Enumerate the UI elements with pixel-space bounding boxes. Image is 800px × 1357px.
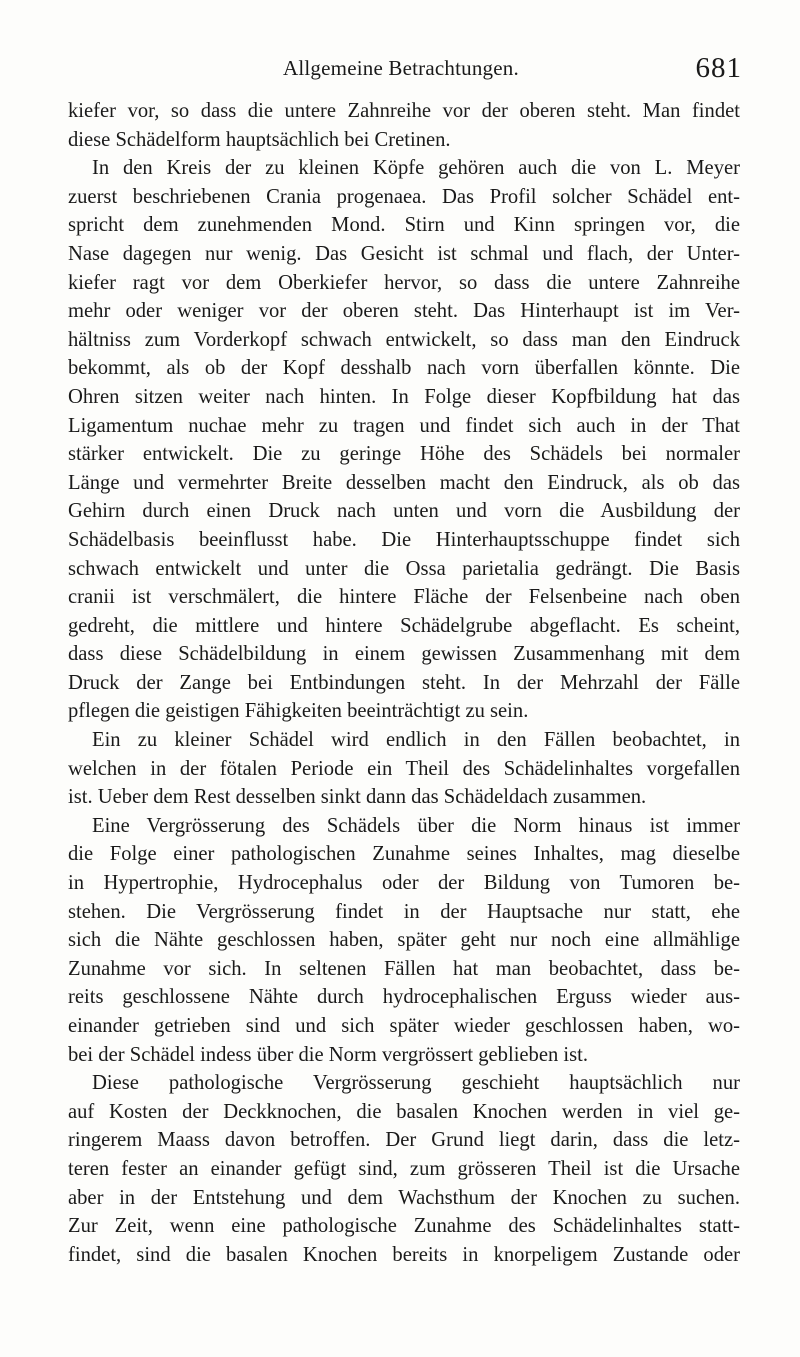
running-title: Allgemeine Betrachtungen. <box>283 56 519 80</box>
text-line: Ein zu kleiner Schädel wird endlich in den Fällen beobachtet, in <box>92 729 740 752</box>
text-line: ist. Ueber dem Rest desselben sinkt dann das Schädeldach zusammen. <box>68 786 647 809</box>
text-line: Zur Zeit, wenn eine pathologische Zunahme des Schädelinhaltes statt- <box>68 1215 740 1238</box>
text-line: In den Kreis der zu kleinen Köpfe gehören auch die von L. Meyer <box>92 157 740 180</box>
page-number: 681 <box>695 52 742 84</box>
text-line: cranii ist verschmälert, die hintere Fläche der Felsenbeine nach oben <box>68 586 740 609</box>
text-line: Ohren sitzen weiter nach hinten. In Folge dieser Kopfbildung hat das <box>68 385 740 408</box>
text-line: bei der Schädel indess über die Norm vergrössert geblieben ist. <box>68 1043 589 1066</box>
text-line: einander getrieben sind und sich später wieder geschlossen haben, wo- <box>68 1015 740 1037</box>
text-line: pflegen die geistigen Fähigkeiten beeinträchtigt zu sein. <box>68 700 529 723</box>
text-line: kiefer vor, so dass die untere Zahnreihe vor der oberen steht. Man findet <box>68 100 740 122</box>
text-line: sich die Nähte geschlossen haben, später geht nur noch eine allmählige <box>68 929 740 952</box>
body-text <box>68 97 740 1269</box>
text-line: teren fester an einander gefügt sind, zum grösseren Theil ist die Ursache <box>68 1157 740 1180</box>
text-line: Schädelbasis beeinflusst habe. Die Hinterhauptsschuppe findet sich <box>68 528 740 551</box>
text-line: Druck der Zange bei Entbindungen steht. In der Mehrzahl der Fälle <box>68 671 740 694</box>
text-line: gedreht, die mittlere und hintere Schädelgrube abgeflacht. Es scheint, <box>68 614 740 637</box>
text-line: kiefer ragt vor dem Oberkiefer hervor, so dass die untere Zahnreihe <box>68 271 740 294</box>
text-line: hältniss zum Vorderkopf schwach entwickelt, so dass man den Eindruck <box>68 328 740 351</box>
text-line: dass diese Schädelbildung in einem gewissen Zusammenhang mit dem <box>68 643 740 666</box>
text-line: Diese pathologische Vergrösserung geschieht hauptsächlich nur <box>92 1072 740 1095</box>
text-line: welchen in der fötalen Periode ein Theil des Schädelinhaltes vorgefallen <box>68 757 740 780</box>
text-line: stehen. Die Vergrösserung findet in der Hauptsache nur statt, ehe <box>68 900 740 923</box>
text-line: zuerst beschriebenen Crania progenaea. Das Profil solcher Schädel ent- <box>68 185 740 208</box>
text-line: Eine Vergrösserung des Schädels über die Norm hinaus ist immer <box>92 814 740 837</box>
page-header <box>68 52 748 92</box>
text-line: findet, sind die basalen Knochen bereits in knorpeligem Zustande oder <box>68 1243 740 1266</box>
text-line: auf Kosten der Deckknochen, die basalen Knochen werden in viel ge- <box>68 1100 740 1123</box>
text-line: mehr oder weniger vor der oberen steht. Das Hinterhaupt ist im Ver- <box>68 300 740 323</box>
text-line: die Folge einer pathologischen Zunahme seines Inhaltes, mag dieselbe <box>68 843 740 866</box>
text-line: Nase dagegen nur wenig. Das Gesicht ist schmal und flach, der Unter- <box>68 242 740 265</box>
text-line: Gehirn durch einen Druck nach unten und vorn die Ausbildung der <box>68 500 740 523</box>
text-line: reits geschlossene Nähte durch hydrocephalischen Erguss wieder aus- <box>68 986 740 1009</box>
text-line: ringerem Maass davon betroffen. Der Grund liegt darin, dass die letz- <box>68 1129 740 1152</box>
text-line: in Hypertrophie, Hydrocephalus oder der Bildung von Tumoren be- <box>68 872 740 895</box>
text-line: diese Schädelform hauptsächlich bei Cretinen. <box>68 128 451 151</box>
text-line: aber in der Entstehung und dem Wachsthum der Knochen zu suchen. <box>68 1186 740 1209</box>
text-line: bekommt, als ob der Kopf desshalb nach vorn überfallen könnte. Die <box>68 357 740 380</box>
text-line: Länge und vermehrter Breite desselben macht den Eindruck, als ob das <box>68 471 740 494</box>
text-line: schwach entwickelt und unter die Ossa parietalia gedrängt. Die Basis <box>68 557 740 580</box>
text-line: spricht dem zunehmenden Mond. Stirn und Kinn springen vor, die <box>68 214 740 237</box>
text-line: stärker entwickelt. Die zu geringe Höhe des Schädels bei normaler <box>68 443 740 466</box>
text-line: Ligamentum nuchae mehr zu tragen und findet sich auch in der That <box>68 414 740 437</box>
text-line: Zunahme vor sich. In seltenen Fällen hat man beobachtet, dass be- <box>68 957 740 980</box>
